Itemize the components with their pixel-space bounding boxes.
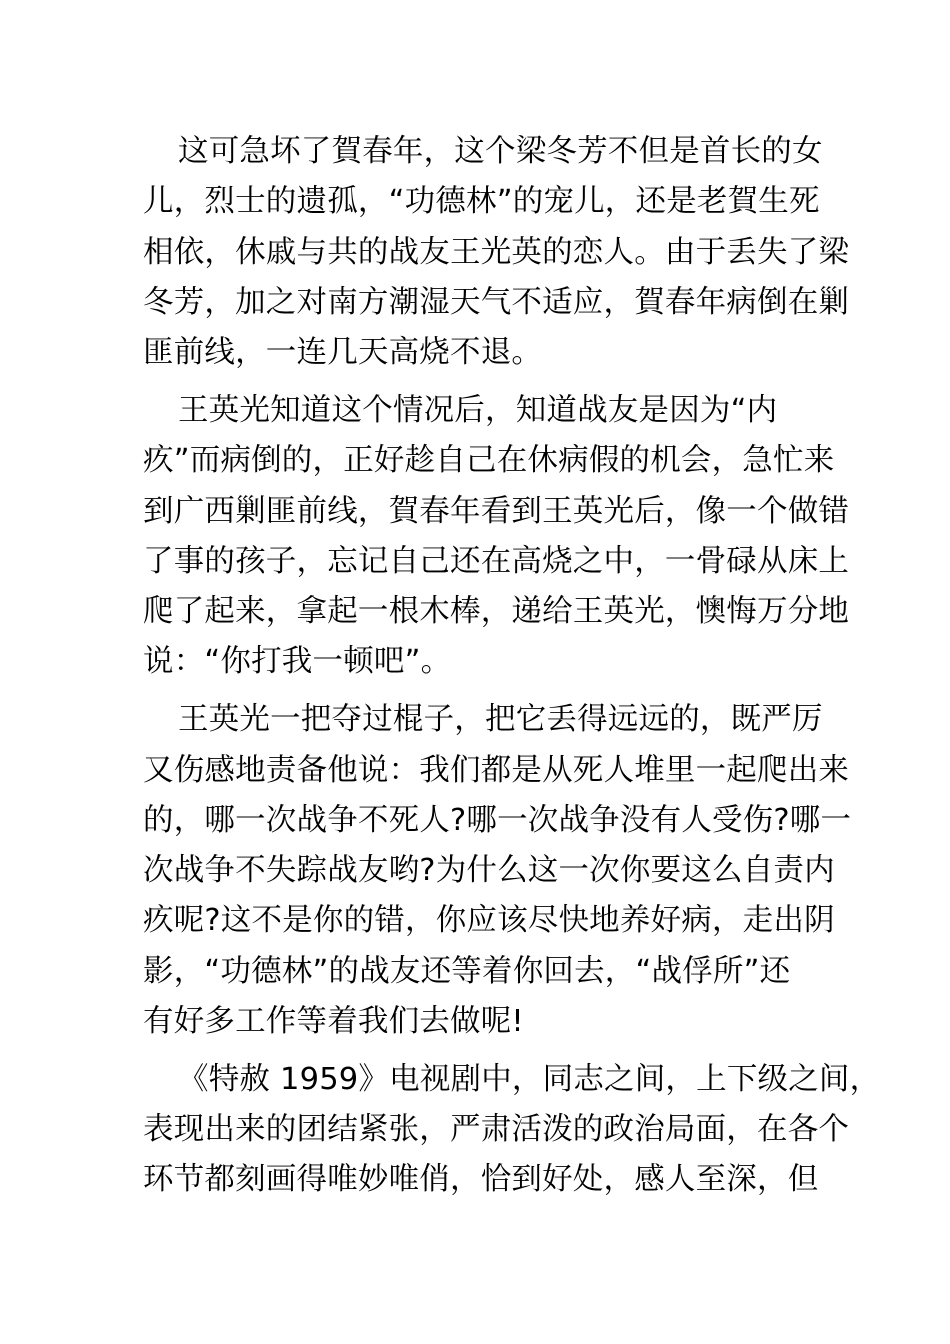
paragraph-3 [143, 695, 852, 1047]
text-line: 表现出来的团结紧张，严肃活泼的政治局面，在各个 [143, 1112, 850, 1148]
text-line: 次战争不失踪战友哟?为什么这一次你要这么自责内 [143, 853, 835, 889]
text-line: 王英光知道这个情况后，知道战友是因为“内 [178, 392, 778, 428]
text-line: 有好多工作等着我们去做呢! [143, 1004, 524, 1040]
text-line: 影，“功德林”的战友还等着你回去，“战俘所”还 [143, 953, 791, 989]
text-line: 疚”而病倒的，正好趁自己在休病假的机会，急忙来 [143, 443, 835, 479]
text-line: 的，哪一次战争不死人?哪一次战争没有人受伤?哪一 [143, 802, 852, 838]
body-text [143, 127, 881, 1213]
text-line: 爬了起来，拿起一根木棒，递给王英光，懊悔万分地 [143, 594, 850, 630]
text-line: 相依，休戚与共的战友王光英的恋人。由于丢失了梁 [143, 234, 850, 270]
text-line: 王英光一把夺过棍子，把它丢得远远的，既严厉 [178, 702, 823, 738]
text-line: 又伤感地责备他说：我们都是从死人堆里一起爬出来 [143, 752, 850, 788]
text-line: 疚呢?这不是你的错，你应该尽快地养好病，走出阴 [143, 903, 835, 939]
paragraph-4 [143, 1055, 881, 1206]
text-line: 冬芳，加之对南方潮湿天气不适应，賀春年病倒在剿 [143, 284, 850, 320]
text-line: 匪前线，一连几天高烧不退。 [143, 335, 543, 371]
text-line: 儿，烈士的遗孤，“功德林”的宠儿，还是老賀生死 [143, 184, 820, 220]
paragraph-2 [143, 386, 850, 688]
text-line: 了事的孩子，忘记自己还在高烧之中，一骨碌从床上 [143, 543, 850, 579]
text-line: 说：“你打我一顿吧”。 [143, 644, 452, 680]
text-line: 这可急坏了賀春年，这个梁冬芳不但是首长的女 [178, 134, 823, 169]
text-line: 到广西剿匪前线，賀春年看到王英光后，像一个做错 [143, 493, 850, 529]
paragraph-1 [143, 127, 850, 378]
text-line: 环节都刻画得唯妙唯俏，恰到好处，感人至深，但 [143, 1162, 819, 1198]
text-line: 《特赦 1959》电视剧中，同志之间，上下级之间， [178, 1061, 881, 1097]
